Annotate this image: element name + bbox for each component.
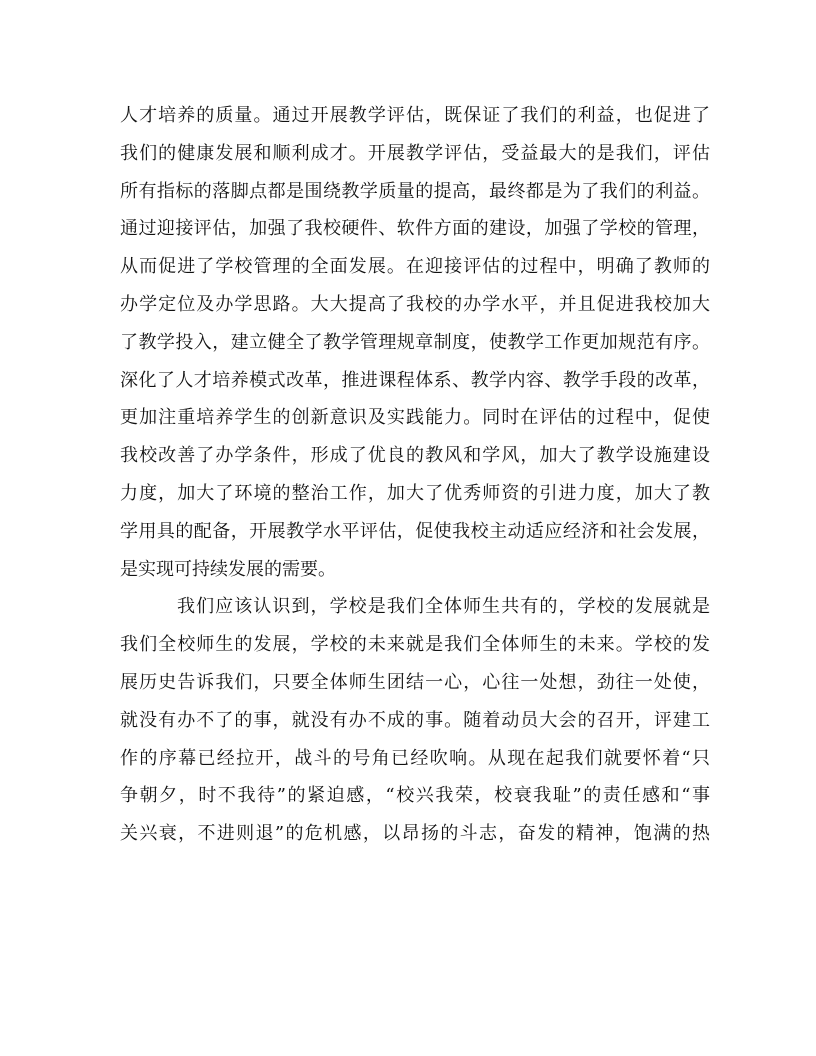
text-line: 了教学投入，建立健全了教学管理规章制度，使教学工作更加规范有序。 bbox=[120, 331, 710, 353]
text-line: 我们全校师生的发展，学校的未来就是我们全体师生的未来。学校的发 bbox=[120, 634, 710, 656]
text-line: 展历史告诉我们，只要全体师生团结一心，心往一处想，劲往一处使， bbox=[120, 671, 710, 693]
text-line: 学用具的配备，开展教学水平评估，促使我校主动适应经济和社会发展， bbox=[120, 520, 710, 542]
paragraph-1 bbox=[120, 97, 710, 588]
text-line: 就没有办不了的事，就没有办不成的事。随着动员大会的召开，评建工 bbox=[120, 709, 710, 731]
text-line: 更加注重培养学生的创新意识及实践能力。同时在评估的过程中，促使 bbox=[120, 407, 710, 429]
body-text bbox=[120, 97, 710, 853]
text-line: 力度，加大了环境的整治工作，加大了优秀师资的引进力度，加大了教 bbox=[120, 482, 710, 504]
text-line: 所有指标的落脚点都是围绕教学质量的提高，最终都是为了我们的利益。 bbox=[120, 180, 710, 202]
text-line: 深化了人才培养模式改革，推进课程体系、教学内容、教学手段的改革， bbox=[120, 369, 710, 391]
text-line: 我们的健康发展和顺利成才。开展教学评估，受益最大的是我们，评估 bbox=[120, 142, 710, 164]
text-line: 关兴衰，不进则退”的危机感，以昂扬的斗志，奋发的精神，饱满的热 bbox=[120, 823, 710, 845]
text-line: 我校改善了办学条件，形成了优良的教风和学风，加大了教学设施建设 bbox=[120, 445, 710, 467]
text-line: 我们应该认识到，学校是我们全体师生共有的，学校的发展就是 bbox=[177, 596, 710, 618]
text-line: 办学定位及办学思路。大大提高了我校的办学水平，并且促进我校加大 bbox=[120, 293, 710, 315]
text-line: 是实现可持续发展的需要。 bbox=[120, 558, 336, 580]
text-line: 作的序幕已经拉开，战斗的号角已经吹响。从现在起我们就要怀着“只 bbox=[120, 747, 710, 769]
text-line: 通过迎接评估，加强了我校硬件、软件方面的建设，加强了学校的管理， bbox=[120, 218, 710, 240]
paragraph-2 bbox=[120, 588, 710, 853]
text-line: 争朝夕，时不我待”的紧迫感，“校兴我荣，校衰我耻”的责任感和“事 bbox=[120, 785, 710, 807]
text-line: 从而促进了学校管理的全面发展。在迎接评估的过程中，明确了教师的 bbox=[120, 256, 710, 278]
text-line: 人才培养的质量。通过开展教学评估，既保证了我们的利益，也促进了 bbox=[120, 105, 710, 126]
